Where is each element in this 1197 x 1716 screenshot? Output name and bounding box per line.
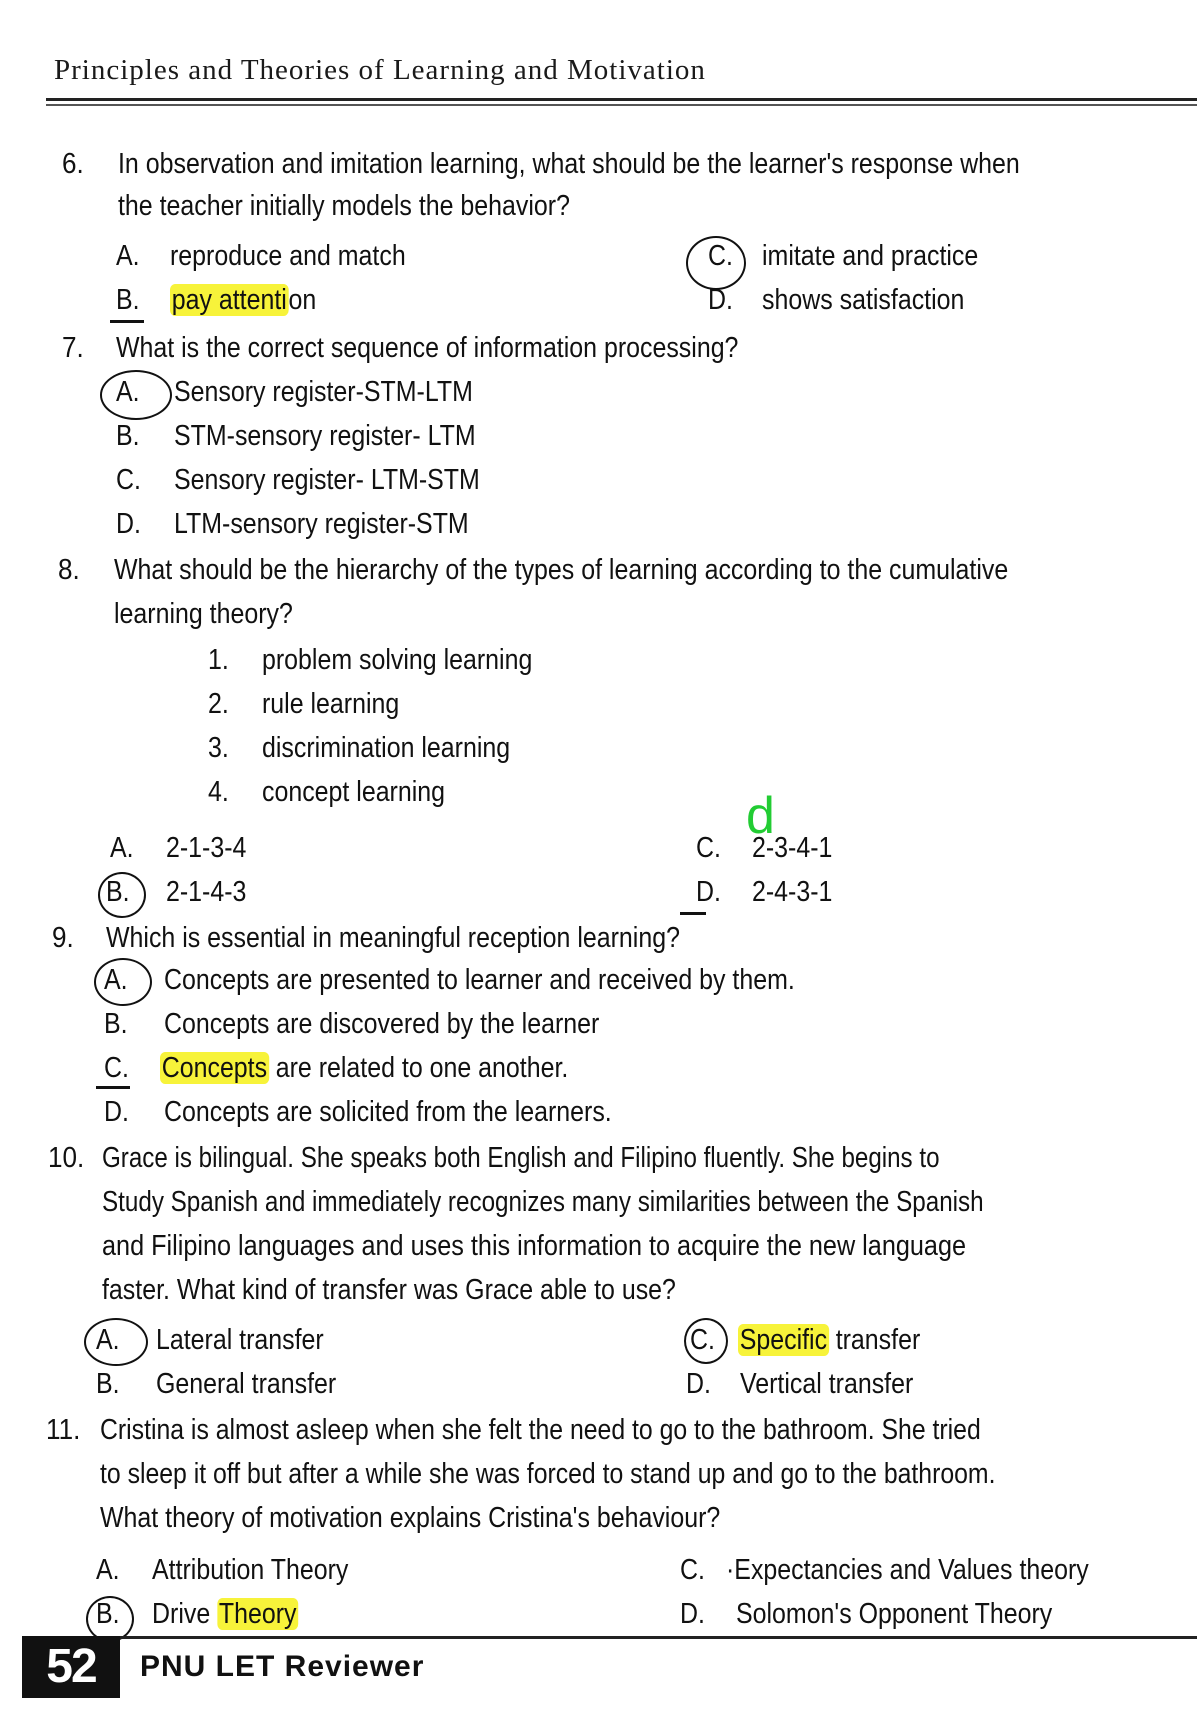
question-number: 10. [48,1142,85,1174]
question-text: the teacher initially models the behavior? [118,190,570,222]
option-letter: B. [96,1368,120,1400]
option-text: ·Expectancies and Values theory [726,1554,1089,1586]
list-item-number: 1. [208,644,229,676]
option-text: 2-4-3-1 [752,876,833,908]
question-number: 11. [46,1414,81,1446]
page-number: 52 [22,1636,120,1698]
header-rule-thin [46,104,1197,106]
question-text: faster. What kind of transfer was Grace able to use? [102,1274,676,1306]
option-text: General transfer [156,1368,337,1400]
question-number: 6. [62,148,84,180]
option-text: Sensory register-STM-LTM [174,376,473,408]
option-text: Concepts are related to one another. [161,1052,569,1084]
list-item-number: 3. [208,732,229,764]
option-text: reproduce and match [170,240,406,272]
list-item: problem solving learning [262,644,533,676]
option-letter: A. [110,832,134,864]
option-letter: C. [680,1554,705,1586]
option-letter: D. [686,1368,711,1400]
option-letter: B. [116,420,140,452]
list-item: discrimination learning [262,732,511,764]
option-text: 2-1-4-3 [166,876,247,908]
option-text: 2-3-4-1 [752,832,833,864]
option-text: Lateral transfer [156,1324,324,1356]
option-letter: A. [116,376,140,408]
option-text: LTM-sensory register-STM [174,508,469,540]
question-text: and Filipino languages and uses this information to acquire the new language [102,1230,967,1262]
option-text: Attribution Theory [152,1554,349,1586]
answer-underline-mark [110,320,144,323]
option-letter: A. [96,1324,120,1356]
question-text: learning theory? [114,598,293,630]
question-number: 8. [58,554,80,586]
option-letter: C. [116,464,141,496]
option-text: Vertical transfer [740,1368,914,1400]
option-text: Solomon's Opponent Theory [736,1598,1053,1630]
footer-title: PNU LET Reviewer [140,1650,425,1683]
list-item-number: 2. [208,688,229,720]
option-letter: A. [116,240,140,272]
question-text: What should be the hierarchy of the types of learning according to the cumulative [114,554,1009,586]
option-letter: C. [690,1324,715,1356]
header-rule [46,98,1197,101]
highlighted-text: Theory [218,1598,297,1630]
option-text: STM-sensory register- LTM [174,420,476,452]
list-item-number: 4. [208,776,229,808]
option-letter: B. [116,284,140,316]
question-text: Grace is bilingual. She speaks both English and Filipino fluently. She begins to [102,1142,940,1174]
list-item: concept learning [262,776,446,808]
option-letter: D. [104,1096,129,1128]
page-header-title: Principles and Theories of Learning and Motivation [54,54,706,86]
answer-underline-mark [680,912,706,915]
option-text: 2-1-3-4 [166,832,247,864]
option-letter: A. [96,1554,120,1586]
option-text: shows satisfaction [762,284,965,316]
option-letter: D. [708,284,733,316]
option-letter: B. [106,876,130,908]
answer-underline-mark [96,1086,130,1089]
footer-rule [120,1636,1197,1639]
option-letter: C. [104,1052,129,1084]
option-letter: A. [104,964,128,996]
question-number: 7. [62,332,84,364]
option-text: imitate and practice [762,240,979,272]
question-text: to sleep it off but after a while she was forced to stand up and go to the bathroom. [100,1458,996,1490]
option-letter: D. [116,508,141,540]
list-item: rule learning [262,688,400,720]
option-text: Specific transfer [739,1324,921,1356]
question-text: Cristina is almost asleep when she felt the need to go to the bathroom. She tried [100,1414,981,1446]
option-letter: B. [104,1008,128,1040]
question-text: What is the correct sequence of information processing? [116,332,739,364]
option-text: Concepts are presented to learner and received by them. [164,964,795,996]
question-text: In observation and imitation learning, what should be the learner's response when [118,148,1020,180]
question-number: 9. [52,922,74,954]
option-letter: C. [696,832,721,864]
option-letter: C. [708,240,733,272]
highlighted-text: pay attenti [171,284,287,316]
option-text: Sensory register- LTM-STM [174,464,480,496]
option-letter: B. [96,1598,120,1630]
option-letter: D. [680,1598,705,1630]
option-text: Concepts are solicited from the learners. [164,1096,612,1128]
highlighted-text: Concepts [161,1052,268,1084]
question-text: Study Spanish and immediately recognizes many similarities between the Spanish [102,1186,984,1218]
highlighted-text: Specific [739,1324,828,1356]
option-text: pay attention [171,284,317,316]
option-text: Concepts are discovered by the learner [164,1008,600,1040]
question-text: What theory of motivation explains Cristina's behaviour? [100,1502,721,1534]
handwritten-annotation: d [746,787,775,845]
option-text: Drive Theory [152,1598,297,1630]
option-letter: D. [696,876,721,908]
question-text: Which is essential in meaningful reception learning? [106,922,680,954]
